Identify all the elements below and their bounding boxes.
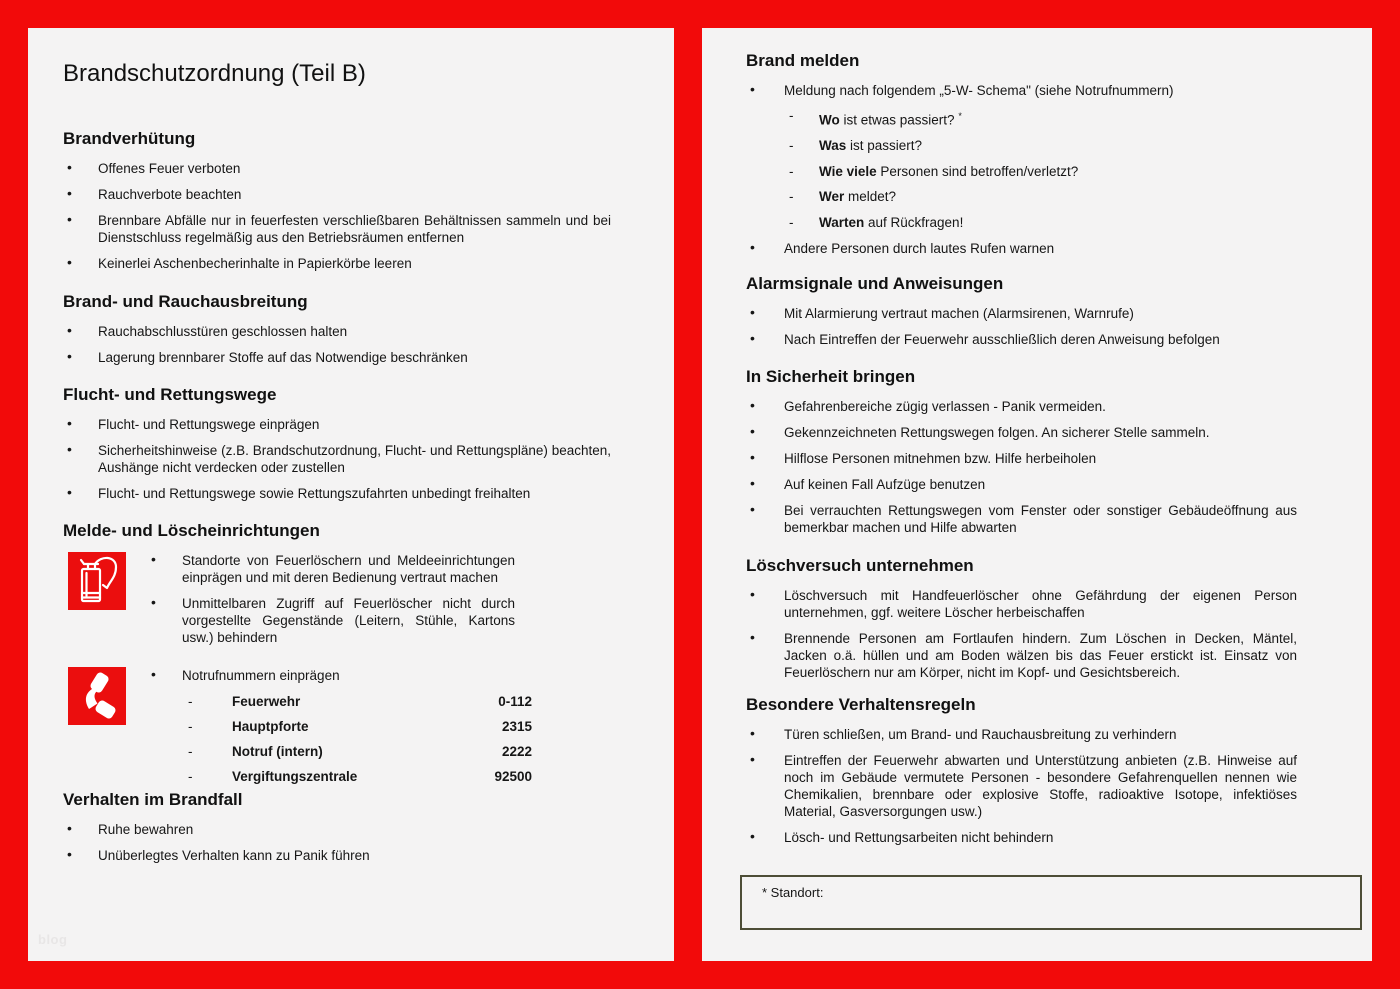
list-item: • Standorte von Feuerlöschern und Meldeeinrichtungen einprägen und mit deren Bedienung vertraut machen: [147, 552, 515, 586]
dash-marker: [188, 693, 232, 710]
w-question-row: [789, 189, 1297, 206]
section-heading: Besondere Verhaltensregeln: [746, 695, 976, 714]
list-item: • Gekennzeichneten Rettungswegen folgen. An sicherer Stelle sammeln.: [746, 424, 1297, 441]
standort-label: * Standort:: [762, 885, 824, 900]
list-item: • Unüberlegtes Verhalten kann zu Panik führen: [63, 847, 611, 864]
w-question-row: [789, 108, 1297, 129]
list-item: • Offenes Feuer verboten: [63, 160, 611, 177]
list-item: • Rauchabschlusstüren geschlossen halten: [63, 323, 611, 340]
list-item: • Mit Alarmierung vertraut machen (Alarmsirenen, Warnrufe): [746, 305, 1297, 322]
section-heading: Verhalten im Brandfall: [63, 790, 243, 809]
emergency-number-label: Notruf (intern): [232, 744, 323, 759]
emergency-number-row: [188, 743, 532, 760]
list-item: • Bei verrauchten Rettungswegen vom Fenster oder sonstiger Gebäudeöffnung aus bemerkbar machen und Hilfe abwarten: [746, 502, 1297, 536]
section-heading: Brand melden: [746, 51, 860, 70]
dash-marker: [188, 743, 232, 760]
w-question-row: [789, 215, 1297, 232]
section-heading: Flucht- und Rettungswege: [63, 385, 277, 404]
emergency-number-value: 0-112: [498, 694, 532, 709]
list-item: • Andere Personen durch lautes Rufen warnen: [746, 240, 1297, 257]
dash-marker: [789, 189, 819, 206]
dash-marker: [789, 108, 819, 129]
dash-marker: [789, 138, 819, 155]
w-question: Warten auf Rückfragen!: [819, 214, 964, 230]
standort-box: [740, 875, 1362, 930]
footnote-asterisk: *: [958, 111, 962, 121]
emergency-number-row: [188, 718, 532, 735]
list-item: • Löschversuch mit Handfeuerlöscher ohne Gefährdung der eigenen Person unternehmen, ggf. weitere Löscher herbeischaffen: [746, 587, 1297, 621]
section-brand-melden: [746, 51, 1297, 266]
section-flucht-und-rettungswege: [63, 385, 611, 511]
section-heading: Melde- und Löscheinrichtungen: [63, 521, 320, 540]
section-heading: Brandverhütung: [63, 129, 196, 148]
emergency-number-row: [188, 693, 532, 710]
list-item: • Hilflose Personen mitnehmen bzw. Hilfe herbeiholen: [746, 450, 1297, 467]
emergency-number-row: [188, 768, 532, 785]
section-in-sicherheit-bringen: [746, 367, 1297, 545]
emergency-number-label: Feuerwehr: [232, 694, 301, 709]
section-alarmsignale: [746, 274, 1297, 357]
blog-watermark: blog: [38, 932, 68, 947]
list-item: • Flucht- und Rettungswege einprägen: [63, 416, 611, 433]
dash-marker: [789, 164, 819, 181]
dash-marker: [789, 215, 819, 232]
doc-title: Brandschutzordnung (Teil B): [63, 60, 366, 87]
section-heading: Brand- und Rauchausbreitung: [63, 292, 308, 311]
section-besondere-verhaltensregeln: [746, 695, 1297, 855]
fire-extinguisher-row: [63, 552, 611, 655]
emergency-number-value: 2315: [501, 719, 532, 734]
section-melde-und-loescheinrichtungen: [63, 521, 611, 793]
fire-extinguisher-icon: [68, 552, 126, 610]
list-item: • Meldung nach folgendem „5-W- Schema" (siehe Notrufnummern): [746, 82, 1297, 99]
section-loeschversuch: [746, 556, 1297, 690]
section-heading: In Sicherheit bringen: [746, 367, 916, 386]
page-right: [702, 28, 1372, 961]
dash-marker: [188, 718, 232, 735]
emergency-number-label: Hauptpforte: [232, 719, 309, 734]
list-item: • Rauchverbote beachten: [63, 186, 611, 203]
list-item: • Auf keinen Fall Aufzüge benutzen: [746, 476, 1297, 493]
emergency-number-value: 92500: [494, 769, 532, 784]
emergency-number-label: Vergiftungszentrale: [232, 769, 358, 784]
section-brandverhuetung: [63, 129, 611, 281]
list-item: • Eintreffen der Feuerwehr abwarten und Unterstützung anbieten (z.B. Hinweise auf noch im Gebäude vermutete Personen - besondere Gefahrenquellen nennen wie Chemikalien, brennbare oder explosive Stoffe, radioaktive Isotope, infektiöses Material, Gasversorgungen usw.): [746, 752, 1297, 820]
section-brand-und-rauchausbreitung: [63, 292, 611, 375]
list-item: • Brennbare Abfälle nur in feuerfesten verschließbaren Behältnissen sammeln und bei Dienstschluss regelmäßig aus den Betriebsräumen entfernen: [63, 212, 611, 246]
section-verhalten-im-brandfall: [63, 790, 611, 873]
emergency-number-value: 2222: [501, 744, 532, 759]
emergency-phone-row: [63, 667, 611, 793]
w-question-row: [789, 138, 1297, 155]
dash-marker: [188, 768, 232, 785]
w-question-row: [789, 164, 1297, 181]
w-question: Was ist passiert?: [819, 138, 923, 153]
w-question: Wer meldet?: [819, 189, 897, 204]
section-heading: Alarmsignale und Anweisungen: [746, 274, 1004, 293]
list-item: • Lösch- und Rettungsarbeiten nicht behindern: [746, 829, 1297, 846]
list-item: • Unmittelbaren Zugriff auf Feuerlöscher nicht durch vorgestellte Gegenstände (Leitern, Stühle, Kartons usw.) behindern: [147, 595, 515, 646]
list-item: • Sicherheitshinweise (z.B. Brandschutzordnung, Flucht- und Rettungspläne) beachten, Aushänge nicht verdecken oder zustellen: [63, 442, 611, 476]
list-item: • Türen schließen, um Brand- und Rauchausbreitung zu verhindern: [746, 726, 1297, 743]
list-item: • Nach Eintreffen der Feuerwehr ausschließlich deren Anweisung befolgen: [746, 331, 1297, 348]
w-question: Wo ist etwas passiert? *: [819, 111, 962, 128]
list-item: • Ruhe bewahren: [63, 821, 611, 838]
w-question: Wie viele Personen sind betroffen/verletzt?: [819, 163, 1079, 179]
page-left: [28, 28, 674, 961]
list-item: • Flucht- und Rettungswege sowie Rettungszufahrten unbedingt freihalten: [63, 485, 611, 502]
section-heading: Löschversuch unternehmen: [746, 556, 974, 575]
list-item: • Gefahrenbereiche zügig verlassen - Panik vermeiden.: [746, 398, 1297, 415]
list-item: • Lagerung brennbarer Stoffe auf das Notwendige beschränken: [63, 349, 611, 366]
list-item: • Brennende Personen am Fortlaufen hindern. Zum Löschen in Decken, Mäntel, Jacken o.ä. hüllen und am Boden wälzen bis das Feuer erstickt ist. Einsatz von Feuerlöschern nur am Körper, nicht im Kopf- und Gesichtsbereich.: [746, 630, 1297, 681]
list-item: • Keinerlei Aschenbecherinhalte in Papierkörbe leeren: [63, 255, 611, 272]
emergency-phone-icon: [68, 667, 126, 725]
list-item: • Notrufnummern einprägen: [147, 667, 515, 684]
